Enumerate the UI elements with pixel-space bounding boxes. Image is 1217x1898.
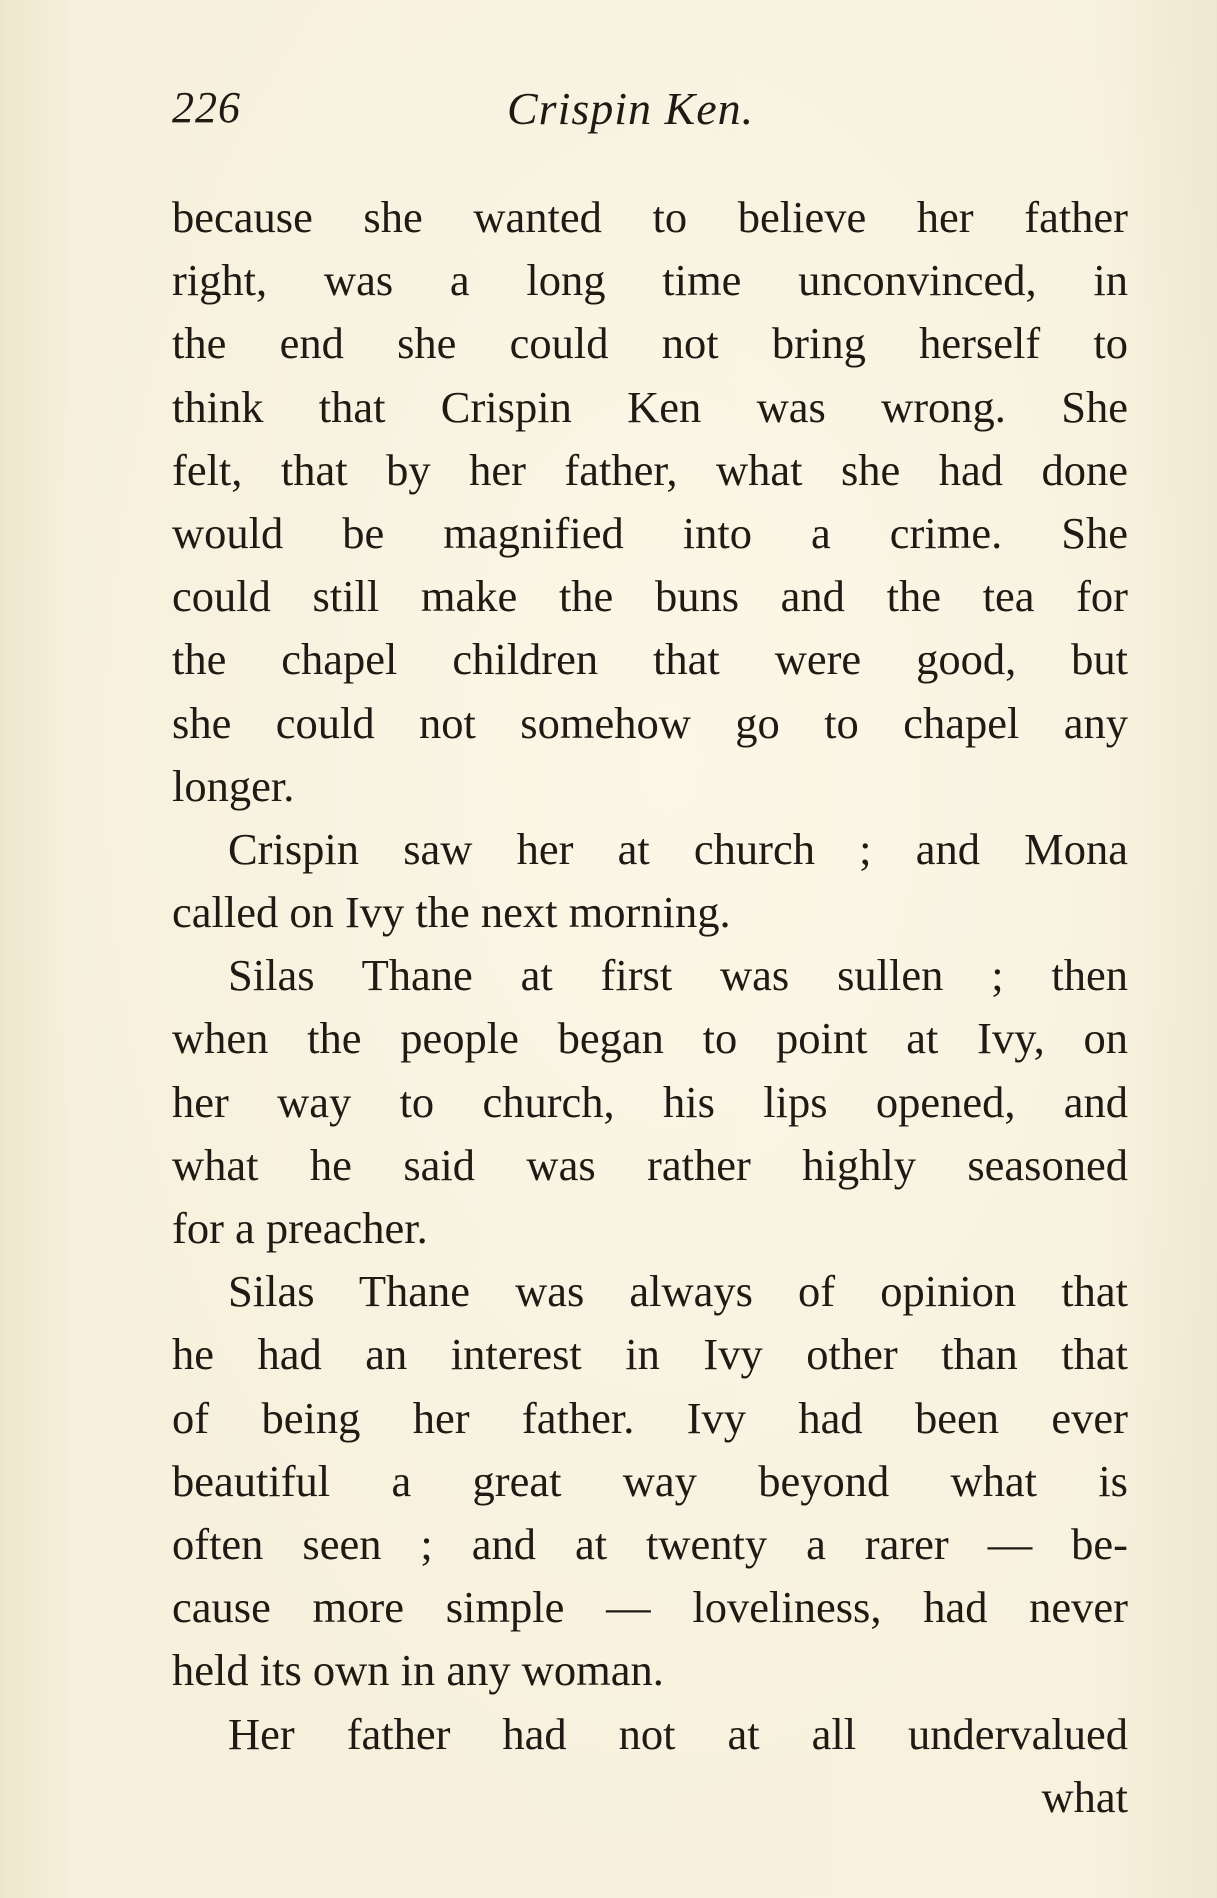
text-line: he had an interest in Ivy other than that: [172, 1329, 1128, 1380]
text-line: when the people began to point at Ivy, on: [172, 1013, 1128, 1064]
text-line: could still make the buns and the tea for: [172, 571, 1128, 622]
text-line: would be magnified into a crime. She: [172, 507, 1128, 558]
text-line: she could not somehow go to chapel any: [172, 697, 1128, 748]
text-line: what he said was rather highly seasoned: [172, 1139, 1128, 1190]
text-line: often seen ; and at twenty a rarer — be-: [172, 1518, 1128, 1569]
running-title: Crispin Ken.: [507, 83, 755, 134]
text-line: because she wanted to believe her father: [172, 192, 1128, 242]
text-line: beautiful a great way beyond what is: [172, 1455, 1128, 1506]
running-head: [172, 82, 1128, 142]
text-line: of being her father. Ivy had been ever: [172, 1392, 1128, 1443]
text-line: cause more simple — loveliness, had never: [172, 1582, 1128, 1633]
text-line: her way to church, his lips opened, and: [172, 1076, 1128, 1127]
catchword: what: [1041, 1771, 1128, 1822]
text-line: think that Crispin Ken was wrong. She: [172, 381, 1128, 432]
text-line: the chapel children that were good, but: [172, 634, 1128, 685]
text-line: Crispin saw her at church ; and Mona: [228, 823, 1128, 874]
text-line: Her father had not at all undervalued: [228, 1708, 1128, 1759]
text-line: for a preacher.: [172, 1203, 428, 1253]
text-line: the end she could not bring herself to: [172, 318, 1128, 369]
text-line: Silas Thane at first was sullen ; then: [228, 950, 1128, 1001]
text-line: longer.: [172, 760, 295, 811]
text-line: felt, that by her father, what she had done: [172, 444, 1128, 495]
text-line: held its own in any woman.: [172, 1645, 664, 1696]
text-line: right, was a long time unconvinced, in: [172, 255, 1128, 306]
body-text: [172, 186, 1128, 1829]
page-number: 226: [172, 83, 241, 132]
text-line: called on Ivy the next morning.: [172, 887, 731, 938]
text-line: Silas Thane was always of opinion that: [228, 1266, 1128, 1317]
